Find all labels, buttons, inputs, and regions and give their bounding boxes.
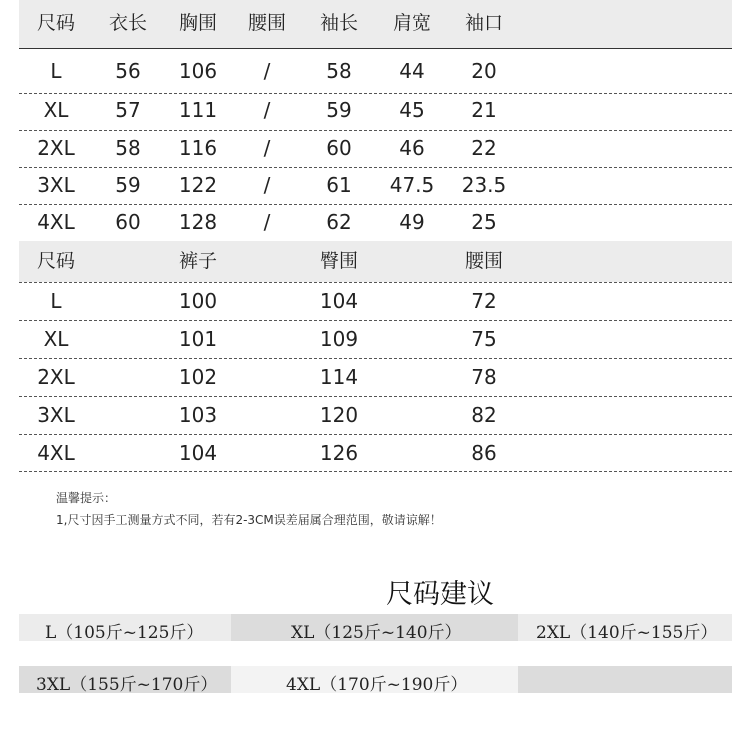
- table-header: [19, 241, 732, 282]
- suggestion-cell: [518, 666, 732, 693]
- size-cell: 3XL: [37, 173, 75, 197]
- table-row: [19, 175, 732, 197]
- table-row: [19, 367, 732, 389]
- value-cell: 25: [471, 210, 497, 234]
- divider: [19, 130, 732, 131]
- suggestion-cell: [518, 614, 732, 641]
- table-row: [19, 138, 732, 160]
- value-cell: 58: [115, 136, 141, 160]
- value-cell: 100: [178, 289, 218, 313]
- value-cell: 122: [178, 173, 218, 197]
- value-cell: 59: [115, 173, 141, 197]
- header-cell: 衣长: [108, 12, 148, 34]
- value-cell: 104: [319, 289, 359, 313]
- value-cell: 44: [399, 59, 425, 83]
- header-cell: 袖长: [319, 12, 359, 34]
- header-cell: 肩宽: [392, 12, 432, 34]
- value-cell: /: [263, 210, 271, 234]
- value-cell: /: [263, 59, 271, 83]
- value-cell: 75: [471, 327, 497, 351]
- suggestion-text: 2XL（140斤~155斤）: [536, 623, 718, 643]
- size-cell: 2XL: [37, 365, 75, 389]
- suggestion-text: 3XL（155斤~170斤）: [36, 675, 218, 695]
- table-row: [19, 212, 732, 234]
- table-row: [19, 443, 732, 465]
- table-header: [19, 0, 732, 48]
- value-cell: 45: [399, 98, 425, 122]
- value-cell: 61: [326, 173, 352, 197]
- suggestion-cell: [231, 614, 518, 641]
- value-cell: 22: [471, 136, 497, 160]
- value-cell: 111: [178, 98, 218, 122]
- header-cell: 臀围: [319, 250, 359, 272]
- value-cell: 102: [178, 365, 218, 389]
- divider: [19, 167, 732, 168]
- divider: [19, 93, 732, 94]
- size-cell: XL: [43, 327, 69, 351]
- divider: [19, 204, 732, 205]
- header-cell: 裤子: [178, 250, 218, 272]
- value-cell: 60: [115, 210, 141, 234]
- table-row: [19, 291, 732, 313]
- value-cell: 82: [471, 403, 497, 427]
- size-cell: L: [50, 289, 62, 313]
- suggestion-cell: [231, 666, 518, 693]
- table-row: [19, 329, 732, 351]
- value-cell: 128: [178, 210, 218, 234]
- header-cell: 腰围: [247, 12, 287, 34]
- value-cell: 20: [471, 59, 497, 83]
- size-cell: 4XL: [37, 210, 75, 234]
- size-cell: 3XL: [37, 403, 75, 427]
- divider: [19, 358, 732, 359]
- value-cell: 62: [326, 210, 352, 234]
- value-cell: 21: [471, 98, 497, 122]
- value-cell: 101: [178, 327, 218, 351]
- header-cell: 尺码: [36, 12, 76, 34]
- size-cell: L: [50, 59, 62, 83]
- divider: [19, 396, 732, 397]
- divider: [19, 471, 732, 472]
- suggestion-title: 尺码建议: [386, 579, 494, 610]
- value-cell: 109: [319, 327, 359, 351]
- value-cell: 59: [326, 98, 352, 122]
- table-row: [19, 405, 732, 427]
- suggestion-cell: [19, 666, 231, 693]
- divider: [19, 282, 732, 283]
- value-cell: 72: [471, 289, 497, 313]
- notes-title: 温馨提示：: [56, 491, 117, 505]
- value-cell: 23.5: [461, 173, 507, 197]
- value-cell: 57: [115, 98, 141, 122]
- value-cell: 116: [178, 136, 218, 160]
- value-cell: 60: [326, 136, 352, 160]
- divider: [19, 48, 732, 49]
- value-cell: /: [263, 98, 271, 122]
- value-cell: 58: [326, 59, 352, 83]
- suggestion-text: 4XL（170斤~190斤）: [286, 675, 468, 695]
- value-cell: 47.5: [389, 173, 435, 197]
- table-row: [19, 61, 732, 83]
- value-cell: /: [263, 136, 271, 160]
- value-cell: 56: [115, 59, 141, 83]
- value-cell: 114: [319, 365, 359, 389]
- value-cell: 126: [319, 441, 359, 465]
- suggestion-text: L（105斤~125斤）: [45, 623, 204, 643]
- divider: [19, 434, 732, 435]
- header-cell: 腰围: [464, 250, 504, 272]
- value-cell: 104: [178, 441, 218, 465]
- divider: [19, 320, 732, 321]
- size-table-pants: [19, 241, 732, 473]
- value-cell: 86: [471, 441, 497, 465]
- value-cell: 46: [399, 136, 425, 160]
- size-cell: XL: [43, 98, 69, 122]
- value-cell: 120: [319, 403, 359, 427]
- suggestion-text: XL（125斤~140斤）: [291, 623, 462, 643]
- value-cell: 106: [178, 59, 218, 83]
- header-cell: 袖口: [464, 12, 504, 34]
- header-cell: 尺码: [36, 250, 76, 272]
- size-cell: 4XL: [37, 441, 75, 465]
- value-cell: 78: [471, 365, 497, 389]
- size-cell: 2XL: [37, 136, 75, 160]
- size-table-tops: [19, 0, 732, 240]
- value-cell: 49: [399, 210, 425, 234]
- value-cell: /: [263, 173, 271, 197]
- suggestion-cell: [19, 614, 231, 641]
- notes-line: 1,尺寸因手工测量方式不同，若有2-3CM误差届属合理范围，敬请谅解！: [56, 513, 442, 527]
- value-cell: 103: [178, 403, 218, 427]
- table-row: [19, 100, 732, 122]
- header-cell: 胸围: [178, 12, 218, 34]
